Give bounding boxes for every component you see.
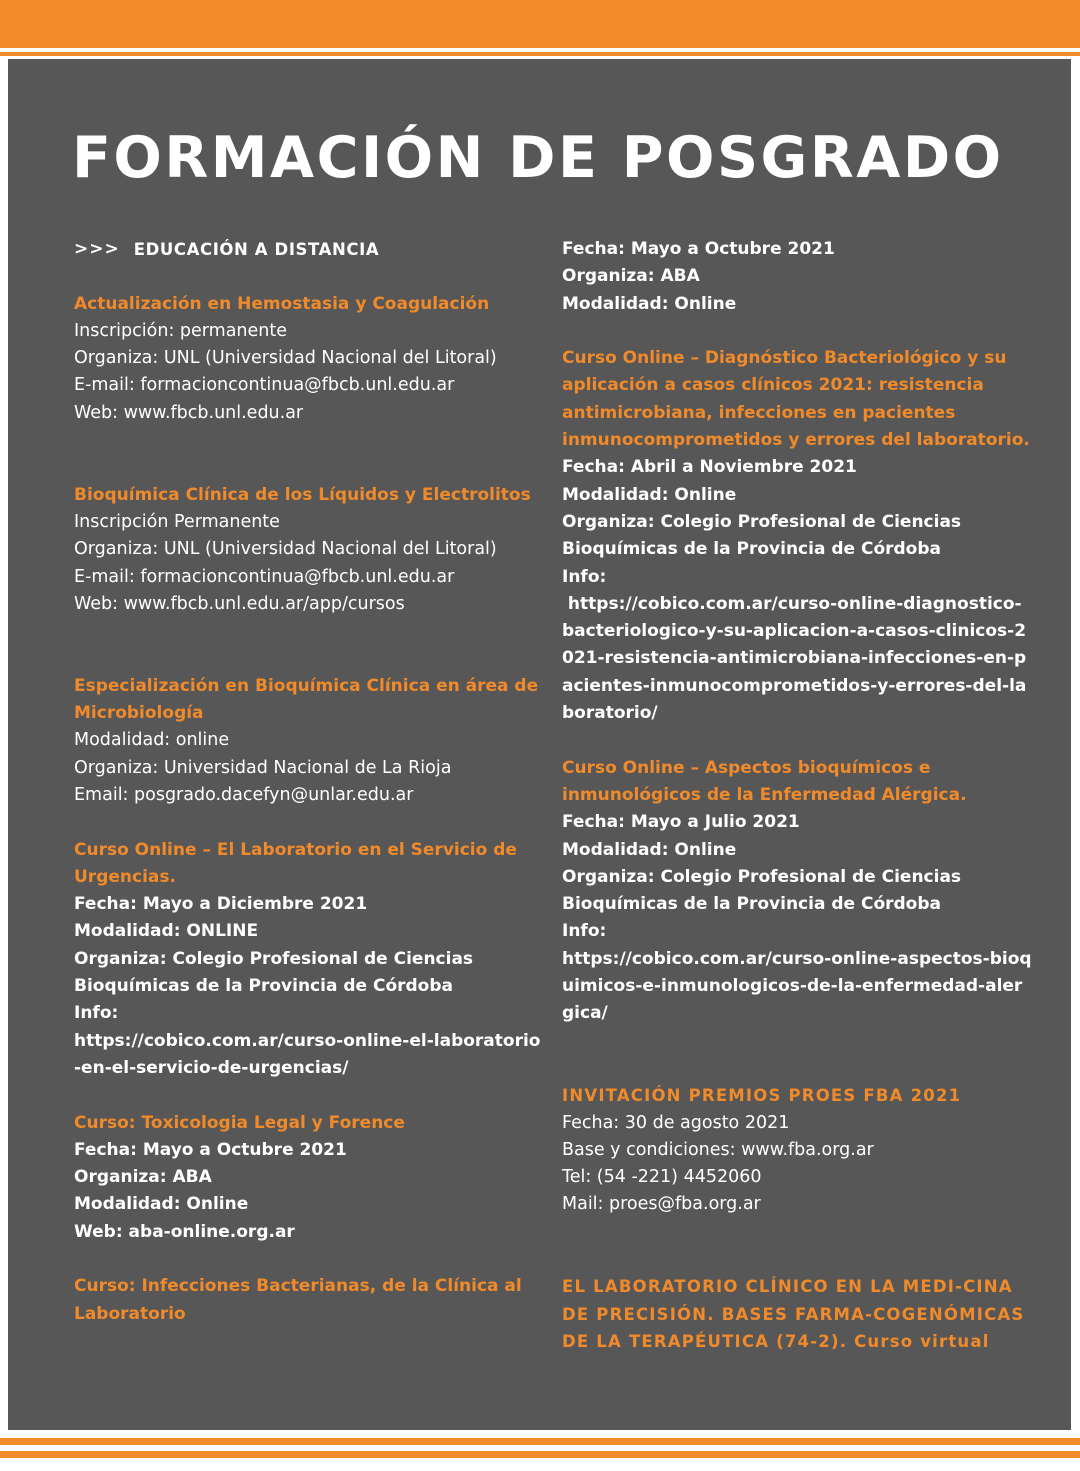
course-link[interactable]: https://cobico.com.ar/curso-online-el-laboratorio-en-el-servicio-de-urgencias/ [74,1030,541,1078]
course-line: Fecha: 30 de agosto 2021 [562,1112,790,1133]
course-line: Fecha: Mayo a Diciembre 2021 [74,894,368,915]
course-title: Especialización en Bioquímica Clínica en área de Microbiología [74,675,539,724]
course-title: Actualización en Hemostasia y Coagulación [74,293,490,314]
course-email: E-mail: formacioncontinua@fbcb.unl.edu.ar [74,566,455,587]
course-title: EL LABORATORIO CLÍNICO EN LA MEDI-CINA DE PRECISIÓN. BASES FARMA-COGENÓMICAS DE LA TERAPÉUTICA (74-2). Curso virtual [562,1277,1025,1351]
course-web: Web: www.fbcb.unl.edu.ar/app/cursos [74,593,405,614]
course-line: Modalidad: online [74,730,230,751]
course-toxicologia [74,1110,544,1246]
course-line: Modalidad: Online [562,484,737,505]
course-line: Info: [74,1003,119,1024]
course-title: INVITACIÓN PREMIOS PROES FBA 2021 [562,1086,962,1106]
premios-proes [562,1082,1032,1218]
course-email: Mail: proes@fba.org.ar [562,1194,761,1215]
course-line: Fecha: Mayo a Julio 2021 [562,812,800,833]
course-title: Curso Online – Aspectos bioquímicos e inmunológicos de la Enfermedad Alérgica. [562,757,967,805]
top-orange-rule [0,52,1080,56]
course-line: Modalidad: Online [562,293,737,314]
course-line: Fecha: Mayo a Octubre 2021 [562,239,835,259]
course-line: Info: [562,566,607,587]
course-title: Curso Online – Diagnóstico Bacteriológico y su aplicación a casos clínicos 2021: resistencia antimicrobiana, infecciones en pacientes inmunocomprometidos y errores del laboratorio. [562,348,1030,451]
course-line: Organiza: ABA [74,1167,212,1188]
course-especializacion-microbiologia [74,673,544,809]
course-line: Organiza: Colegio Profesional de Ciencias Bioquímicas de la Provincia de Córdoba [562,866,967,915]
triple-chevron-icon: >>> [74,239,120,259]
course-line: Fecha: Mayo a Octubre 2021 [74,1139,347,1160]
course-infecciones-bacterianas-continued [562,236,1032,318]
course-title: Curso: Infecciones Bacterianas, de la Clínica al Laboratorio [74,1276,522,1324]
page-title: FORMACIÓN DE POSGRADO [72,125,1004,191]
course-line: Tel: (54 -221) 4452060 [562,1167,762,1188]
course-link[interactable]: https://cobico.com.ar/curso-online-diagnostico-bacteriologico-y-su-aplicacion-a-casos-clinicos-2021-resistencia-antimicrobiana-infecciones-en-pacientes-inmunocomprometidos-y-errores-del-laboratorio/ [562,593,1027,724]
top-orange-band [0,0,1080,48]
course-title: Bioquímica Clínica de los Líquidos y Electrolitos [74,484,531,505]
course-line: Info: [562,921,607,942]
course-hemostasia [74,291,544,427]
course-link[interactable]: https://cobico.com.ar/curso-online-aspectos-bioquimicos-e-inmunologicos-de-la-enfermedad-alergica/ [562,948,1032,1024]
course-urgencias [74,837,544,1083]
course-web: Web: www.fbcb.unl.edu.ar [74,402,304,423]
course-line: Organiza: UNL (Universidad Nacional del Litoral) [74,539,497,560]
course-line: Organiza: Colegio Profesional de Ciencias Bioquímicas de la Provincia de Córdoba [562,511,967,560]
course-line: Fecha: Abril a Noviembre 2021 [562,457,857,478]
course-enfermedad-alergica [562,755,1032,1028]
course-line: Modalidad: Online [562,839,737,860]
course-title: Curso: Toxicologia Legal y Forence [74,1112,405,1133]
course-line: Organiza: Universidad Nacional de La Rioja [74,757,452,778]
course-line: Base y condiciones: www.fba.org.ar [562,1139,874,1160]
course-email: Email: posgrado.dacefyn@unlar.edu.ar [74,784,414,805]
section-label: EDUCACIÓN A DISTANCIA [133,240,380,259]
course-diagnostico-bacteriologico [562,345,1032,727]
course-line: Modalidad: Online [74,1194,249,1215]
course-line: Organiza: ABA [562,266,700,287]
course-line: Inscripción: permanente [74,320,288,341]
course-liquidos-electrolitos [74,482,544,618]
course-title: Curso Online – El Laboratorio en el Servicio de Urgencias. [74,839,517,887]
course-medicina-precision [562,1273,1032,1355]
course-line: Modalidad: ONLINE [74,921,259,942]
course-line: Organiza: UNL (Universidad Nacional del Litoral) [74,348,497,369]
course-web: Web: aba-online.org.ar [74,1221,295,1242]
course-email: E-mail: formacioncontinua@fbcb.unl.edu.ar [74,375,455,396]
course-line: Inscripción Permanente [74,511,280,532]
section-heading [74,236,544,263]
right-column [562,236,1032,1382]
bottom-orange-rule [0,1438,1080,1445]
bottom-orange-rule [0,1451,1080,1458]
left-column [74,236,544,1355]
course-infecciones-bacterianas [74,1273,544,1328]
course-line: Organiza: Colegio Profesional de Ciencias Bioquímicas de la Provincia de Córdoba [74,948,479,997]
